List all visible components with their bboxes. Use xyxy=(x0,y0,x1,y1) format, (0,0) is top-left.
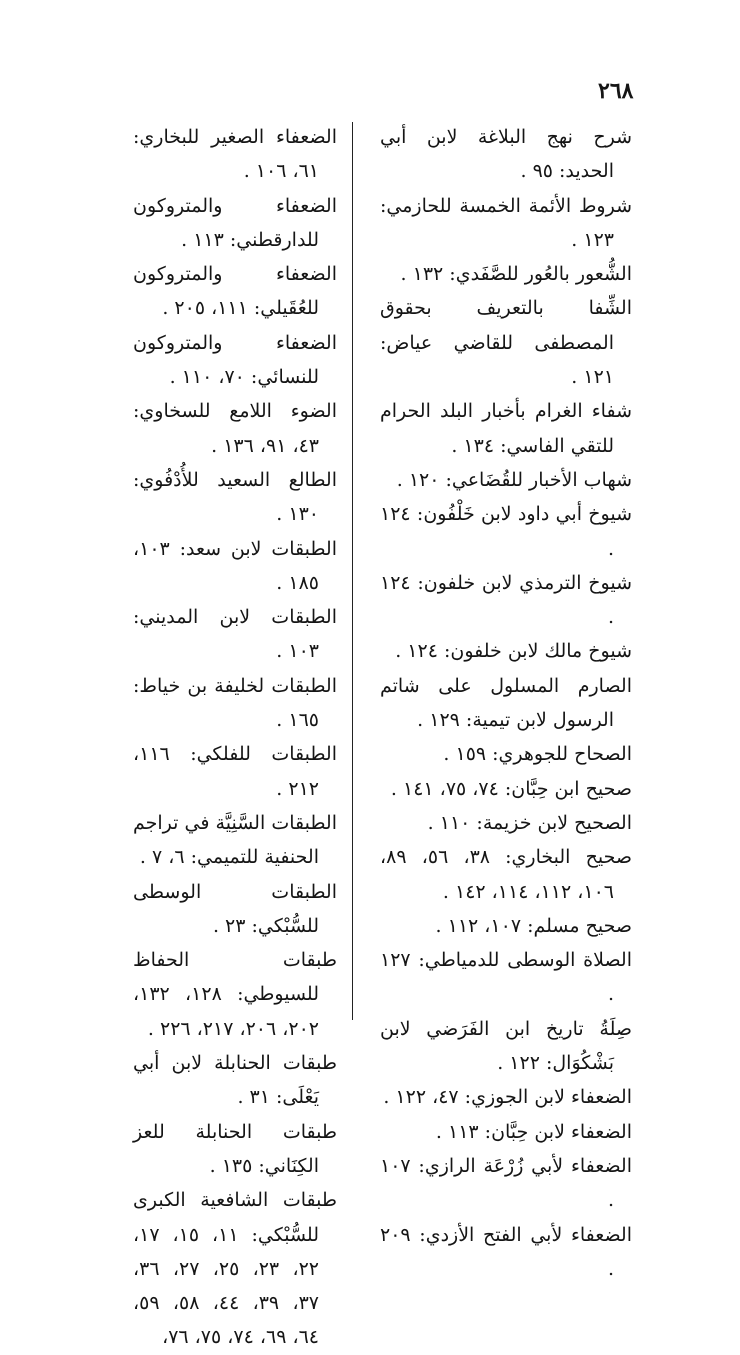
index-entry: شرح نهج البلاغة لابن أبي الحديد: ٩٥ . xyxy=(380,126,632,183)
index-entry: الضعفاء لأبي الفتح الأزدي: ٢٠٩ . xyxy=(380,1223,632,1280)
index-entry: الصلاة الوسطى للدمياطي: ١٢٧ . xyxy=(380,949,632,1006)
index-entry: الضعفاء والمتروكون للعُقَيلي: ١١١، ٢٠٥ . xyxy=(133,263,337,320)
index-entry: الشُّعور بالعُور للصَّفَدي: ١٣٢ . xyxy=(400,263,632,286)
index-entry: الضعفاء والمتروكون للدارقطني: ١١٣ . xyxy=(133,194,337,251)
index-entry: الضعفاء لأبي زُرْعَة الرازي: ١٠٧ . xyxy=(380,1154,632,1212)
index-entry: شهاب الأخبار للقُضَاعي: ١٢٠ . xyxy=(396,468,632,491)
page-number: ٢٦٨ xyxy=(598,78,634,104)
index-entry: شفاء الغرام بأخبار البلد الحرام للتقي الفاسي: ١٣٤ . xyxy=(380,400,632,457)
index-entry: الطبقات لابن المديني: ١٠٣ . xyxy=(133,606,337,663)
index-entry: الطبقات لخليفة بن خياط: ١٦٥ . xyxy=(133,674,337,732)
right-column xyxy=(380,120,632,1286)
index-entry: طبقات الحفاظ للسيوطي: ١٢٨، ١٣٢، ٢٠٢، ٢٠٦، ٢١٧، ٢٢٦ . xyxy=(133,949,337,1040)
index-entry: الضوء اللامع للسخاوي: ٤٣، ٩١، ١٣٦ . xyxy=(133,400,337,457)
index-entry: الطبقات للفلكي: ١١٦، ٢١٢ . xyxy=(133,743,337,800)
index-entry: صحيح مسلم: ١٠٧، ١١٢ . xyxy=(435,914,632,937)
index-entry: طبقات الحنابلة للعز الكِنَاني: ١٣٥ . xyxy=(133,1120,337,1177)
index-entry: صِلَةُ تاريخ ابن الفَرَضي لابن بَشْكُوَال: ١٢٢ . xyxy=(380,1017,632,1075)
index-entry: صحيح ابن حِبَّان: ٧٤، ٧٥، ١٤١ . xyxy=(390,777,632,800)
index-entry: الصارم المسلول على شاتم الرسول لابن تيمية: ١٢٩ . xyxy=(380,674,632,732)
index-entry: الضعفاء لابن الجوزي: ٤٧، ١٢٢ . xyxy=(383,1086,632,1109)
index-entry: طبقات الشافعية الكبرى للسُّبْكي: ١١، ١٥، ١٧، ٢٢، ٢٣، ٢٥، ٢٧، ٣٦، ٣٧، ٣٩، ٤٤، ٥٨، ٥٩، ٦٤، ٦٩، ٧٤، ٧٥، ٧٦، xyxy=(133,1189,337,1349)
index-entry: طبقات الحنابلة لابن أبي يَعْلَى: ٣١ . xyxy=(133,1052,337,1109)
index-entry: الضعفاء الصغير للبخاري: ٦١، ١٠٦ . xyxy=(133,126,337,183)
index-entry: الطبقات لابن سعد: ١٠٣، ١٨٥ . xyxy=(133,537,337,594)
index-entry: الضعفاء والمتروكون للنسائي: ٧٠، ١١٠ . xyxy=(133,331,337,389)
index-entry: الشِّفا بالتعريف بحقوق المصطفى للقاضي عياض: ١٢١ . xyxy=(380,297,632,389)
index-entry: الطالع السعيد للأُدْفُوي: ١٣٠ . xyxy=(133,468,337,526)
index-entry: شيوخ مالك لابن خلفون: ١٢٤ . xyxy=(395,640,632,663)
index-entry: الصحيح لابن خزيمة: ١١٠ . xyxy=(427,811,632,834)
left-column xyxy=(133,120,337,1355)
index-entry: الطبقات الوسطى للسُّبْكي: ٢٣ . xyxy=(133,880,337,937)
index-entry: صحيح البخاري: ٣٨، ٥٦، ٨٩، ١٠٦، ١١٢، ١١٤، ١٤٢ . xyxy=(380,846,633,903)
index-entry: شيوخ أبي داود لابن خَلْفُون: ١٢٤ . xyxy=(380,503,632,560)
index-entry: شيوخ الترمذي لابن خلفون: ١٢٤ . xyxy=(380,571,632,629)
column-divider xyxy=(352,122,353,1020)
index-entry: الصحاح للجوهري: ١٥٩ . xyxy=(443,743,632,766)
index-entry: الطبقات السَّنِيَّة في تراجم الحنفية للتميمي: ٦، ٧ . xyxy=(133,811,337,869)
index-entry: شروط الأئمة الخمسة للحازمي: ١٢٣ . xyxy=(380,194,632,251)
index-entry: الضعفاء لابن حِبَّان: ١١٣ . xyxy=(435,1120,632,1143)
